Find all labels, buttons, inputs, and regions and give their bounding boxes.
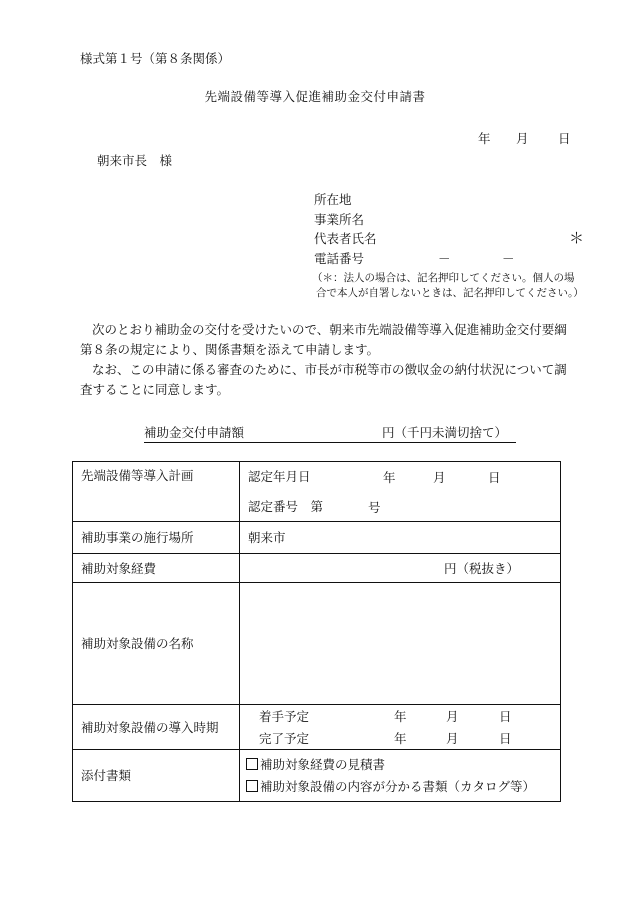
requested-amount-label: 補助金交付申請額 [144,425,245,440]
phone-label: 電話番号 [314,250,365,266]
attachment-item-2[interactable] [246,776,552,798]
equipment-name-value[interactable] [240,583,561,705]
statement-paragraph-2: なお、この申請に係る審査のために、市長が市税等市の徴収金の納付状況について調査することに同意します。 [80,362,567,397]
application-statement [80,320,570,400]
equipment-name-label: 補助対象設備の名称 [73,583,240,705]
start-month-label: 月 [446,709,459,724]
start-label: 着手予定 [259,709,310,724]
cert-number-label: 認定番号 第 [248,498,324,514]
addressee: 朝来市長 様 [97,153,173,168]
date-month-label: 月 [516,131,529,146]
representative-row [314,229,585,251]
office-name-label: 事業所名 [314,211,365,227]
start-day-label: 日 [499,709,512,724]
phone-separator-1: － [438,250,451,266]
table-row [73,462,561,492]
cert-year-label: 年 [383,470,396,485]
table-row [73,554,561,583]
table-row [73,522,561,554]
phone-separator-2: － [502,250,515,266]
attachment-1-label: 補助対象経費の見積書 [260,756,386,772]
attachment-item-1[interactable] [246,754,552,776]
plan-label: 先端設備等導入計画 [73,462,240,522]
cert-number-cell[interactable] [240,492,561,522]
statement-paragraph-1: 次のとおり補助金の交付を受けたいので、朝来市先端設備等導入促進補助金交付要綱第８条の規定により、関係書類を添えて申請します。 [80,322,567,357]
cost-value-cell[interactable] [240,554,561,583]
start-year-label: 年 [394,709,407,724]
cert-month-label: 月 [433,470,446,485]
cost-unit: 円（税抜き） [444,561,520,576]
end-label: 完了予定 [259,731,310,746]
table-row [73,705,561,750]
applicant-block [314,192,585,270]
phone-row [314,250,515,271]
form-number: 様式第１号（第８条関係） [80,51,231,66]
cert-date-cell[interactable] [240,462,561,492]
table-row [73,583,561,705]
checkbox-icon[interactable] [246,780,258,792]
attachments-cell [240,750,561,802]
site-value[interactable]: 朝来市 [240,522,561,554]
seal-mark: ＊ [569,229,585,247]
checkbox-icon[interactable] [246,758,258,770]
attachments-label: 添付書類 [73,750,240,802]
address-label: 所在地 [314,192,352,207]
table-row [73,750,561,802]
date-day-label: 日 [558,131,571,146]
period-label: 補助対象設備の導入時期 [73,705,240,750]
date-year-label: 年 [478,131,491,146]
seal-note-line-1: （＊：法人の場合は、記名押印してください。個人の場 [312,272,575,284]
requested-amount-line [144,425,516,443]
end-year-label: 年 [394,731,407,746]
requested-amount-unit: 円（千円未満切捨て） [382,425,508,440]
cost-label: 補助対象経費 [73,554,240,583]
end-day-label: 日 [499,731,512,746]
representative-label: 代表者氏名 [314,231,377,246]
end-month-label: 月 [446,731,459,746]
site-label: 補助事業の施行場所 [73,522,240,554]
seal-note [312,271,584,301]
cert-day-label: 日 [488,470,501,485]
seal-note-line-2: 合で本人が自署しないときは、記名押印してください。） [316,287,584,300]
cert-number-suffix: 号 [368,499,381,515]
cert-date-label: 認定年月日 [248,469,311,485]
document-title: 先端設備等導入促進補助金交付申請書 [204,89,426,104]
application-details-table [72,461,561,802]
attachment-2-label: 補助対象設備の内容が分かる書類（カタログ等） [260,778,536,794]
period-cell[interactable] [240,705,561,750]
